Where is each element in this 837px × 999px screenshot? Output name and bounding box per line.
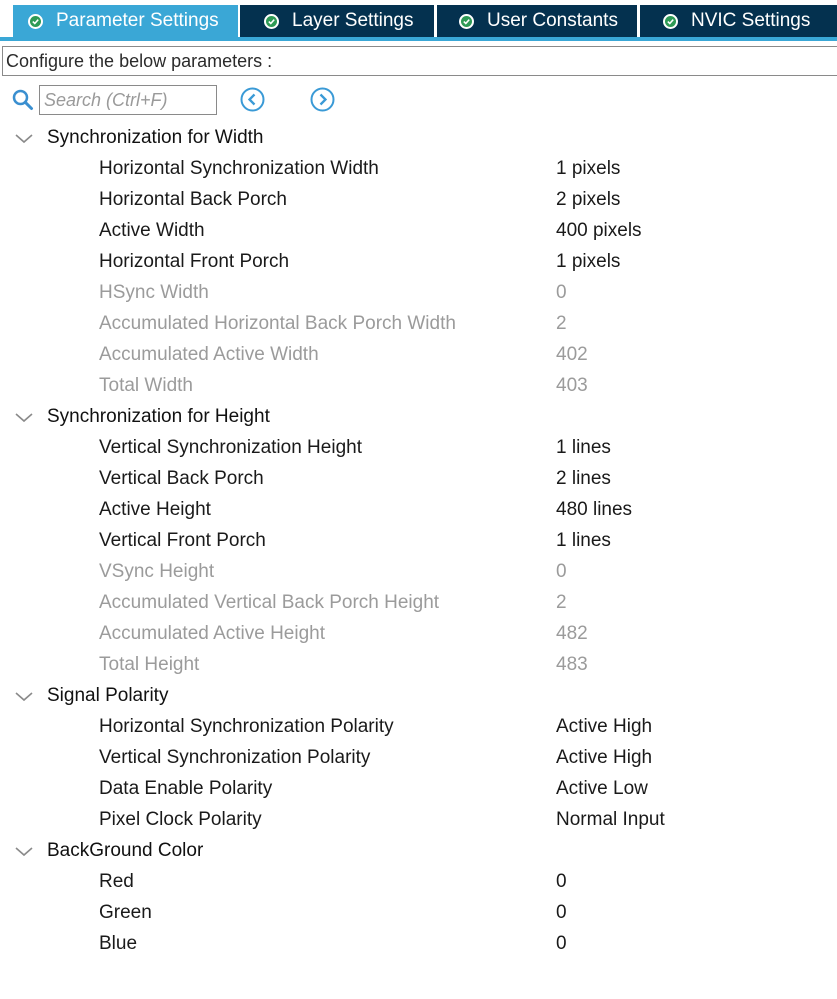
parameter-value[interactable]: 1 pixels — [556, 251, 621, 272]
chevron-down-icon[interactable] — [14, 688, 34, 710]
parameter-label: Accumulated Active Height — [99, 623, 326, 644]
group-row[interactable] — [0, 680, 837, 711]
parameter-row — [0, 587, 837, 618]
parameter-label: Pixel Clock Polarity — [99, 809, 262, 830]
tab-label: Parameter Settings — [56, 10, 219, 31]
parameter-value: 482 — [556, 623, 588, 644]
parameter-label: Vertical Synchronization Polarity — [99, 747, 371, 768]
parameter-row — [0, 308, 837, 339]
parameter-value: 0 — [556, 282, 567, 303]
group-label: Synchronization for Width — [47, 127, 264, 148]
configure-label — [2, 46, 837, 76]
parameter-value[interactable]: 1 pixels — [556, 158, 621, 179]
parameter-value: 483 — [556, 654, 588, 675]
parameter-row[interactable] — [0, 804, 837, 835]
parameter-label: Blue — [99, 933, 138, 954]
parameter-value: 403 — [556, 375, 588, 396]
parameter-label: Active Height — [99, 499, 211, 520]
parameter-label: Green — [99, 902, 152, 923]
parameter-value[interactable]: Active High — [556, 716, 653, 737]
parameter-label: Vertical Front Porch — [99, 530, 266, 551]
group-label: BackGround Color — [47, 840, 204, 861]
parameter-value[interactable]: 0 — [556, 902, 567, 923]
parameter-value[interactable]: 2 lines — [556, 468, 611, 489]
parameter-row[interactable] — [0, 773, 837, 804]
parameter-row — [0, 618, 837, 649]
parameter-label: Total Height — [99, 654, 200, 675]
group-row[interactable] — [0, 835, 837, 866]
parameter-label: Accumulated Active Width — [99, 344, 319, 365]
group-row[interactable] — [0, 401, 837, 432]
parameter-label: Horizontal Front Porch — [99, 251, 290, 272]
parameter-row[interactable] — [0, 432, 837, 463]
parameter-value[interactable]: 0 — [556, 933, 567, 954]
parameter-row[interactable] — [0, 494, 837, 525]
parameter-row — [0, 556, 837, 587]
parameter-row[interactable] — [0, 463, 837, 494]
parameter-row[interactable] — [0, 153, 837, 184]
parameter-row — [0, 370, 837, 401]
previous-match-button[interactable] — [240, 87, 265, 112]
chevron-down-icon[interactable] — [14, 409, 34, 431]
parameter-row — [0, 649, 837, 680]
parameter-row[interactable] — [0, 215, 837, 246]
check-circle-icon — [264, 14, 279, 29]
parameter-value: 2 — [556, 313, 567, 334]
tab-nvic-settings[interactable] — [640, 5, 837, 37]
tab-parameter-settings[interactable] — [13, 5, 238, 37]
parameter-value[interactable]: Active Low — [556, 778, 648, 799]
tab-label: User Constants — [487, 10, 618, 31]
parameter-value[interactable]: 480 lines — [556, 499, 633, 520]
parameter-label: Total Width — [99, 375, 193, 396]
parameter-value[interactable]: 2 pixels — [556, 189, 621, 210]
parameter-row[interactable] — [0, 928, 837, 959]
tab-label: NVIC Settings — [691, 10, 811, 31]
group-label: Synchronization for Height — [47, 406, 270, 427]
search-input[interactable] — [39, 85, 217, 115]
parameter-label: Accumulated Vertical Back Porch Height — [99, 592, 440, 613]
parameter-label: Data Enable Polarity — [99, 778, 273, 799]
parameter-row[interactable] — [0, 711, 837, 742]
parameter-value[interactable]: 0 — [556, 871, 567, 892]
parameter-row — [0, 277, 837, 308]
parameter-label: HSync Width — [99, 282, 209, 303]
parameter-row[interactable] — [0, 525, 837, 556]
parameter-label: VSync Height — [99, 561, 215, 582]
chevron-down-icon[interactable] — [14, 130, 34, 152]
chevron-right-icon — [310, 87, 335, 112]
tab-user-constants[interactable] — [437, 5, 637, 37]
parameter-row — [0, 339, 837, 370]
chevron-left-icon — [240, 87, 265, 112]
check-circle-icon — [459, 14, 474, 29]
search-bar — [0, 84, 837, 116]
parameter-value[interactable]: 400 pixels — [556, 220, 642, 241]
parameter-row[interactable] — [0, 742, 837, 773]
parameter-row[interactable] — [0, 246, 837, 277]
parameter-value[interactable]: 1 lines — [556, 437, 611, 458]
parameter-label: Active Width — [99, 220, 205, 241]
tab-bar — [0, 0, 837, 38]
parameter-tree — [0, 122, 837, 959]
parameter-row[interactable] — [0, 184, 837, 215]
parameter-value: 0 — [556, 561, 567, 582]
parameter-label: Horizontal Synchronization Polarity — [99, 716, 394, 737]
parameter-label: Accumulated Horizontal Back Porch Width — [99, 313, 456, 334]
check-circle-icon — [663, 14, 678, 29]
parameter-value: 2 — [556, 592, 567, 613]
parameter-value[interactable]: Active High — [556, 747, 653, 768]
parameter-label: Vertical Back Porch — [99, 468, 264, 489]
parameter-label: Vertical Synchronization Height — [99, 437, 362, 458]
group-label: Signal Polarity — [47, 685, 169, 706]
group-row[interactable] — [0, 122, 837, 153]
parameter-row[interactable] — [0, 897, 837, 928]
search-icon[interactable] — [12, 89, 34, 116]
parameter-value[interactable]: 1 lines — [556, 530, 611, 551]
parameter-row[interactable] — [0, 866, 837, 897]
parameter-value: 402 — [556, 344, 588, 365]
parameter-label: Horizontal Synchronization Width — [99, 158, 379, 179]
parameter-label: Horizontal Back Porch — [99, 189, 287, 210]
next-match-button[interactable] — [310, 87, 335, 112]
tab-label: Layer Settings — [292, 10, 414, 31]
tab-layer-settings[interactable] — [240, 5, 434, 37]
configure-text: Configure the below parameters : — [6, 50, 273, 71]
chevron-down-icon[interactable] — [14, 843, 34, 865]
check-circle-icon — [28, 14, 43, 29]
tab-underline — [0, 37, 837, 41]
parameter-label: Red — [99, 871, 134, 892]
parameter-value[interactable]: Normal Input — [556, 809, 665, 830]
